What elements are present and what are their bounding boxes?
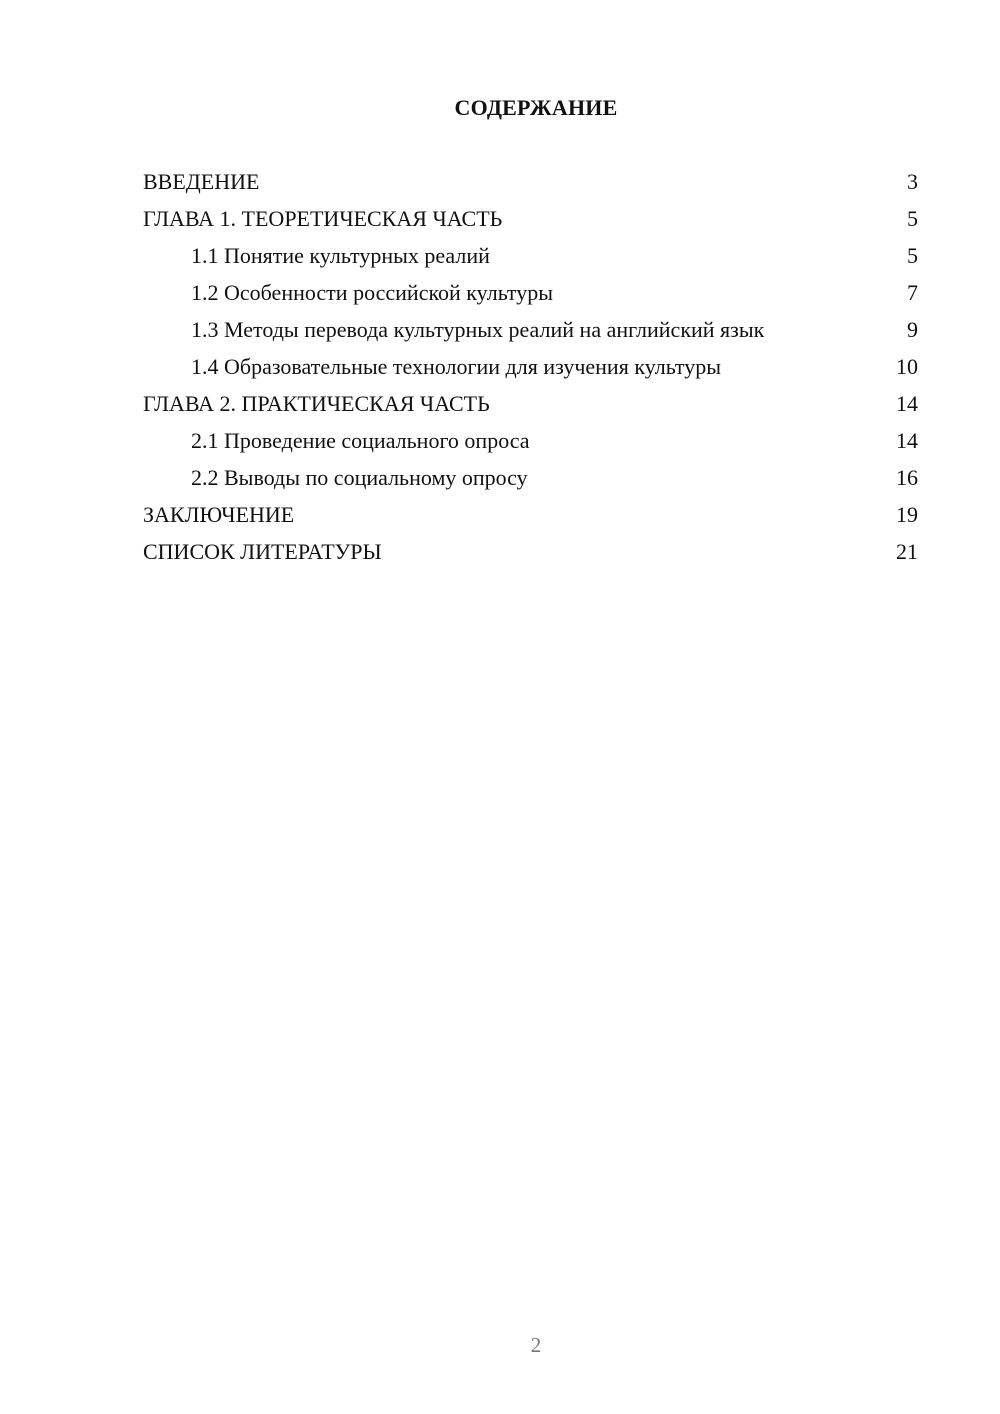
toc-entry-page: 16 bbox=[896, 465, 918, 490]
toc-entry-section-2-1[interactable] bbox=[143, 427, 918, 454]
toc-entry-label: 1.1 Понятие культурных реалий bbox=[191, 243, 490, 268]
toc-entry-bibliography[interactable] bbox=[143, 538, 918, 565]
toc-entry-page: 5 bbox=[907, 206, 918, 231]
toc-entry-section-1-3[interactable] bbox=[143, 316, 918, 343]
toc-title: СОДЕРЖАНИЕ bbox=[454, 95, 618, 120]
toc-entry-label: ГЛАВА 2. ПРАКТИЧЕСКАЯ ЧАСТЬ bbox=[143, 391, 490, 416]
toc-entry-label: 2.2 Выводы по социальному опросу bbox=[191, 465, 528, 490]
toc-entry-page: 9 bbox=[907, 317, 918, 342]
page-number: 2 bbox=[530, 1333, 542, 1357]
toc-entry-label: ВВЕДЕНИЕ bbox=[143, 169, 260, 194]
toc-entry-label: 1.3 Методы перевода культурных реалий на английский язык bbox=[191, 317, 765, 342]
toc-entry-page: 21 bbox=[896, 539, 918, 564]
toc-entry-label: ЗАКЛЮЧЕНИЕ bbox=[143, 502, 295, 527]
toc-entry-page: 10 bbox=[896, 354, 918, 379]
toc-entry-label: 2.1 Проведение социального опроса bbox=[191, 428, 530, 453]
toc-entry-page: 19 bbox=[896, 502, 918, 527]
toc-entry-section-1-1[interactable] bbox=[143, 242, 918, 269]
toc-entry-page: 14 bbox=[896, 391, 918, 416]
table-of-contents bbox=[143, 168, 918, 575]
toc-entry-introduction[interactable] bbox=[143, 168, 918, 195]
toc-entry-conclusion[interactable] bbox=[143, 501, 918, 528]
toc-entry-chapter-1[interactable] bbox=[143, 205, 918, 232]
toc-entry-section-1-2[interactable] bbox=[143, 279, 918, 306]
toc-entry-label: СПИСОК ЛИТЕРАТУРЫ bbox=[143, 539, 382, 564]
toc-entry-section-1-4[interactable] bbox=[143, 353, 918, 380]
toc-entry-page: 14 bbox=[896, 428, 918, 453]
toc-entry-label: 1.2 Особенности российской культуры bbox=[191, 280, 553, 305]
toc-entry-page: 7 bbox=[907, 280, 918, 305]
toc-entry-section-2-2[interactable] bbox=[143, 464, 918, 491]
toc-entry-chapter-2[interactable] bbox=[143, 390, 918, 417]
toc-entry-label: ГЛАВА 1. ТЕОРЕТИЧЕСКАЯ ЧАСТЬ bbox=[143, 206, 503, 231]
toc-entry-page: 3 bbox=[907, 169, 918, 194]
toc-entry-label: 1.4 Образовательные технологии для изучения культуры bbox=[191, 354, 722, 379]
toc-entry-page: 5 bbox=[907, 243, 918, 268]
